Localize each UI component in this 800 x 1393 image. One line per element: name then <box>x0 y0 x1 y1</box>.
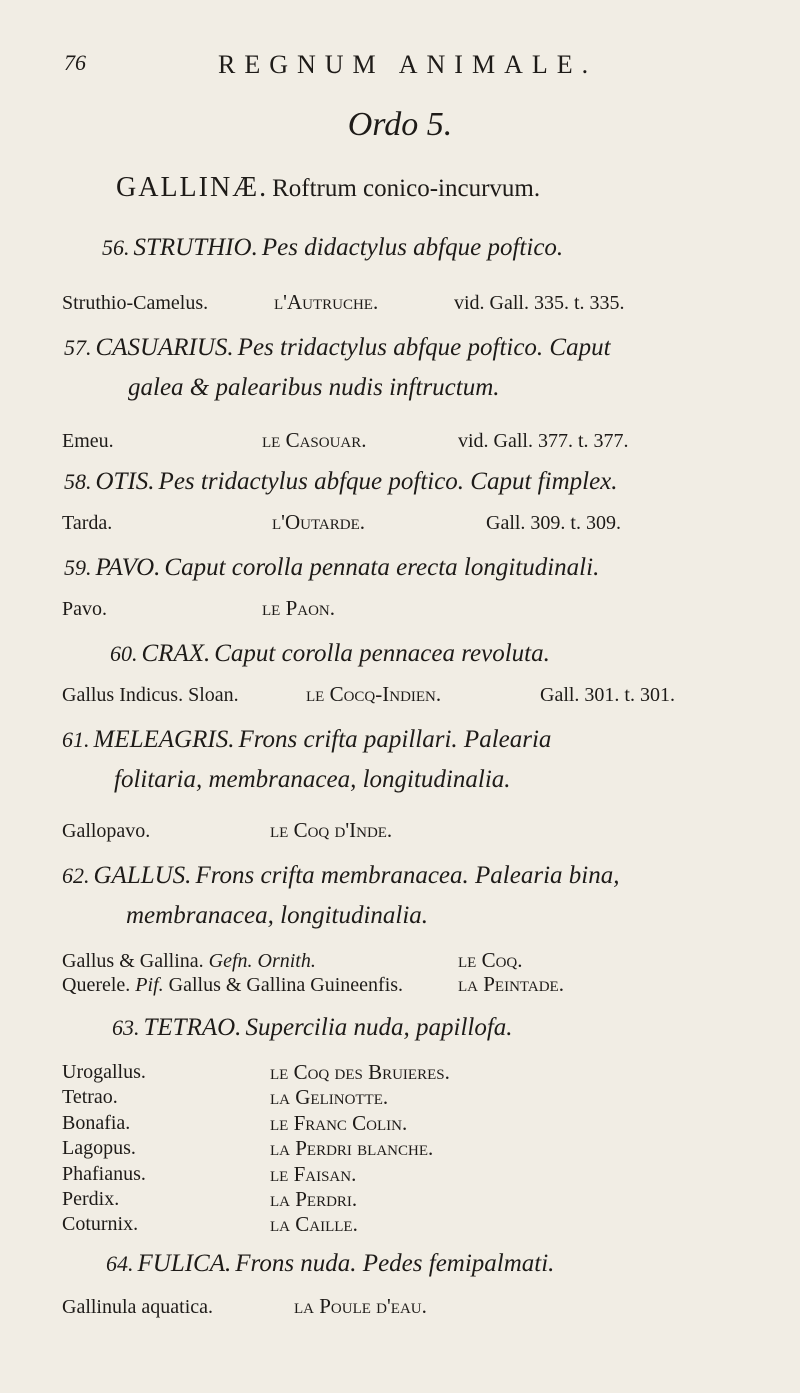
list-item: Tetrao. <box>62 1086 118 1109</box>
genus-description-cont: folitaria, membranacea, longitudinalia. <box>114 766 511 793</box>
genus-description-cont: galea & palearibus nudis inftructum. <box>128 374 500 401</box>
ordo-title: Ordo 5. <box>347 106 453 143</box>
entry-number: 63. <box>112 1015 140 1040</box>
entry-number: 60. <box>110 641 138 666</box>
french-name: l'Autruche. <box>274 290 379 314</box>
entry-number: 58. <box>64 469 92 494</box>
list-item: le Faisan. <box>270 1161 357 1186</box>
french-name: le Coq. <box>458 948 523 972</box>
reference: Gall. 309. t. 309. <box>486 512 621 534</box>
french-name: la Poule d'eau. <box>294 1294 427 1318</box>
synonym-row <box>62 950 316 973</box>
entry-59-heading <box>64 554 599 582</box>
french-name: l'Outarde. <box>272 510 365 534</box>
reference: vid. Gall. 377. t. 377. <box>458 430 629 452</box>
latin-name-cont: Gallus & Gallina Guineenfis. <box>168 974 404 996</box>
entry-number: 57. <box>64 335 92 360</box>
order-text: Roftrum conico-incurvum. <box>272 175 541 202</box>
entry-57-heading <box>64 334 611 362</box>
list-item: le Coq des Bruieres. <box>270 1060 450 1084</box>
list-item: la Caille. <box>270 1212 358 1237</box>
entry-number: 64. <box>106 1251 134 1276</box>
tetrao-latin-list <box>62 1060 146 1238</box>
genus-description: Pes tridactylus abfque poftico. Caput <box>237 334 611 361</box>
page-number: 76 <box>64 50 86 75</box>
genus-description: Caput corolla pennacea revoluta. <box>214 640 550 667</box>
list-item: Lagopus. <box>62 1137 136 1160</box>
latin-name: Tarda. <box>62 512 113 534</box>
list-item: le Franc Colin. <box>270 1110 408 1135</box>
list-item: Urogallus. <box>62 1061 146 1083</box>
entry-61-heading <box>62 726 551 754</box>
entry-63-heading <box>112 1014 513 1042</box>
order-name: GALLINÆ. <box>116 172 269 203</box>
latin-name: Gallopavo. <box>62 820 151 842</box>
genus-name: CRAX. <box>141 640 211 667</box>
author-ref: Pif. <box>135 974 164 996</box>
reference: Gall. 301. t. 301. <box>540 684 675 706</box>
entry-number: 56. <box>102 235 130 260</box>
french-name: le Paon. <box>262 596 336 620</box>
genus-name: TETRAO. <box>143 1014 242 1041</box>
genus-description: Pes tridactylus abfque poftico. Caput fimplex. <box>158 468 618 495</box>
synonym-row <box>62 292 208 315</box>
list-item: la Gelinotte. <box>270 1085 389 1110</box>
genus-description: Supercilia nuda, papillofa. <box>245 1014 513 1041</box>
latin-name: Querele. <box>62 974 131 996</box>
list-item: la Perdri. <box>270 1186 358 1211</box>
page-header <box>64 50 760 90</box>
tetrao-french-list <box>270 1060 450 1238</box>
genus-description-cont: membranacea, longitudinalia. <box>126 902 429 929</box>
latin-name: Pavo. <box>62 598 107 620</box>
list-item: la Perdri blanche. <box>270 1136 434 1161</box>
genus-description: Caput corolla pennata erecta longitudinali. <box>164 554 600 581</box>
entry-60-heading <box>110 640 550 668</box>
entry-62-heading <box>62 862 619 890</box>
french-name: le Casouar. <box>262 428 367 452</box>
entry-number: 59. <box>64 555 92 580</box>
latin-name: Gallus & Gallina. <box>62 950 204 972</box>
synonym-row <box>62 974 403 997</box>
latin-name: Gallus Indicus. Sloan. <box>62 684 239 706</box>
list-item: Coturnix. <box>62 1213 139 1236</box>
french-name: le Cocq-Indien. <box>306 682 442 706</box>
genus-name: PAVO. <box>95 554 161 581</box>
genus-description: Frons crifta papillari. Palearia <box>238 726 552 753</box>
entry-58-heading <box>64 468 618 496</box>
list-item: Bonafia. <box>62 1111 131 1134</box>
latin-name: Struthio-Camelus. <box>62 292 209 314</box>
latin-name: Gallinula aquatica. <box>62 1296 214 1318</box>
entry-number: 61. <box>62 727 90 752</box>
author-ref: Gefn. Ornith. <box>208 950 316 972</box>
genus-description: Frons nuda. Pedes femipalmati. <box>235 1250 555 1277</box>
genus-description: Frons crifta membranacea. Palearia bina, <box>195 862 620 889</box>
order-intro <box>116 172 540 204</box>
running-head: REGNUM ANIMALE. <box>218 50 598 79</box>
entry-number: 62. <box>62 863 90 888</box>
list-item: Phafianus. <box>62 1162 146 1185</box>
reference: vid. Gall. 335. t. 335. <box>454 292 625 314</box>
genus-name: OTIS. <box>95 468 155 495</box>
genus-name: MELEAGRIS. <box>93 726 235 753</box>
latin-name: Emeu. <box>62 430 114 452</box>
entry-64-heading <box>106 1250 554 1278</box>
french-name: le Coq d'Inde. <box>270 818 393 842</box>
genus-name: FULICA. <box>137 1250 232 1277</box>
entry-56-heading <box>102 234 563 262</box>
list-item: Perdix. <box>62 1187 120 1210</box>
genus-description: Pes didactylus abfque poftico. <box>261 234 564 261</box>
french-name: la Peintade. <box>458 972 564 996</box>
genus-name: GALLUS. <box>93 862 192 889</box>
genus-name: STRUTHIO. <box>133 234 258 261</box>
genus-name: CASUARIUS. <box>95 334 234 361</box>
